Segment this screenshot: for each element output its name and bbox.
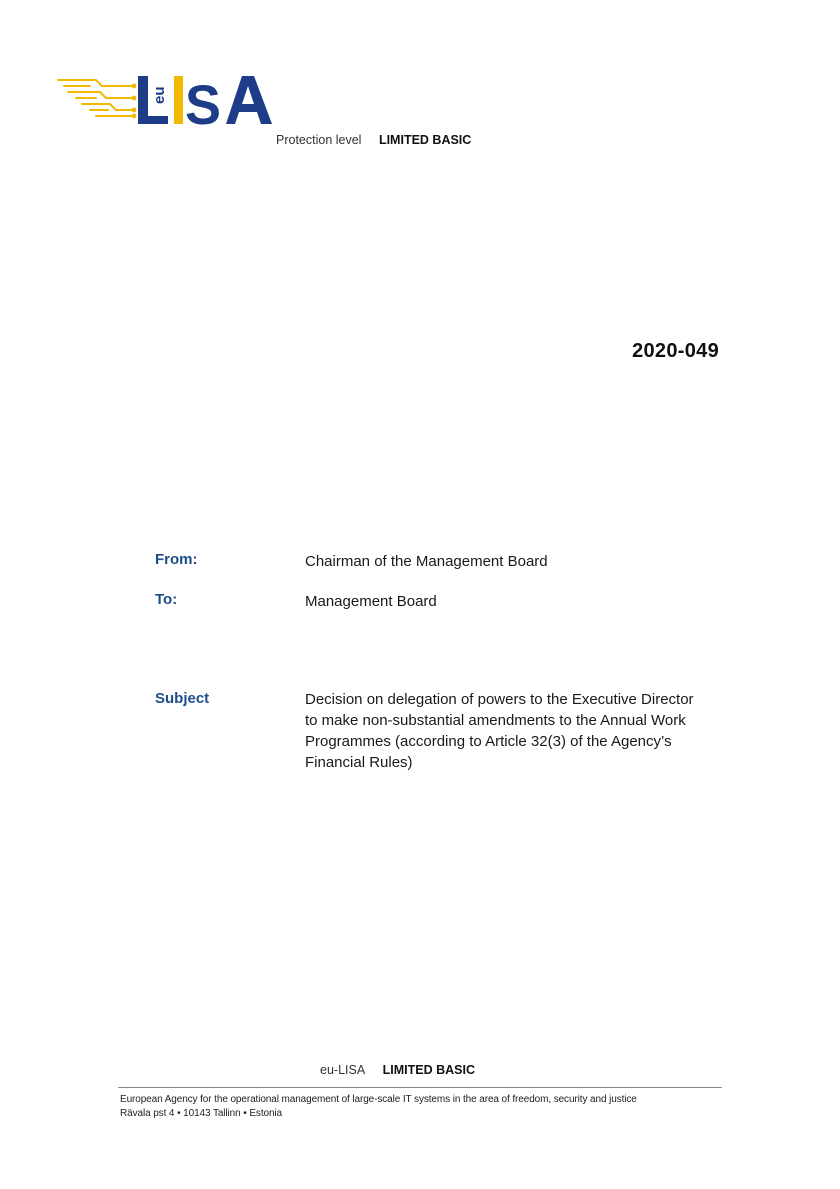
- protection-level-label: Protection level: [276, 133, 362, 147]
- to-value: Management Board: [305, 593, 437, 610]
- from-label: From:: [155, 551, 198, 568]
- footer-protection-value: LIMITED BASIC: [382, 1063, 476, 1077]
- protection-level: [276, 133, 471, 147]
- footer-agency-label: eu-LISA: [320, 1063, 366, 1077]
- svg-text:eu: eu: [151, 86, 168, 104]
- footer-address: Rävala pst 4 • 10143 Tallinn • Estonia: [120, 1108, 283, 1119]
- footer-protection: [320, 1063, 475, 1077]
- footer-agency-name: European Agency for the operational management of large-scale IT systems in the area of freedom, security and justice: [120, 1094, 637, 1105]
- from-value: Chairman of the Management Board: [305, 553, 548, 570]
- eu-lisa-logo: [56, 70, 278, 130]
- protection-level-value: LIMITED BASIC: [378, 133, 472, 147]
- subject-label: Subject: [155, 690, 210, 707]
- to-label: To:: [155, 591, 178, 608]
- footer-divider: [118, 1087, 722, 1088]
- document-number: 2020-049: [632, 340, 719, 362]
- subject-value: Decision on delegation of powers to the Executive Director to make non-substantial amendments to the Annual Work Programmes (according to Article 32(3) of the Agency’s Financial Rules): [305, 691, 694, 771]
- svg-text:S: S: [185, 73, 221, 130]
